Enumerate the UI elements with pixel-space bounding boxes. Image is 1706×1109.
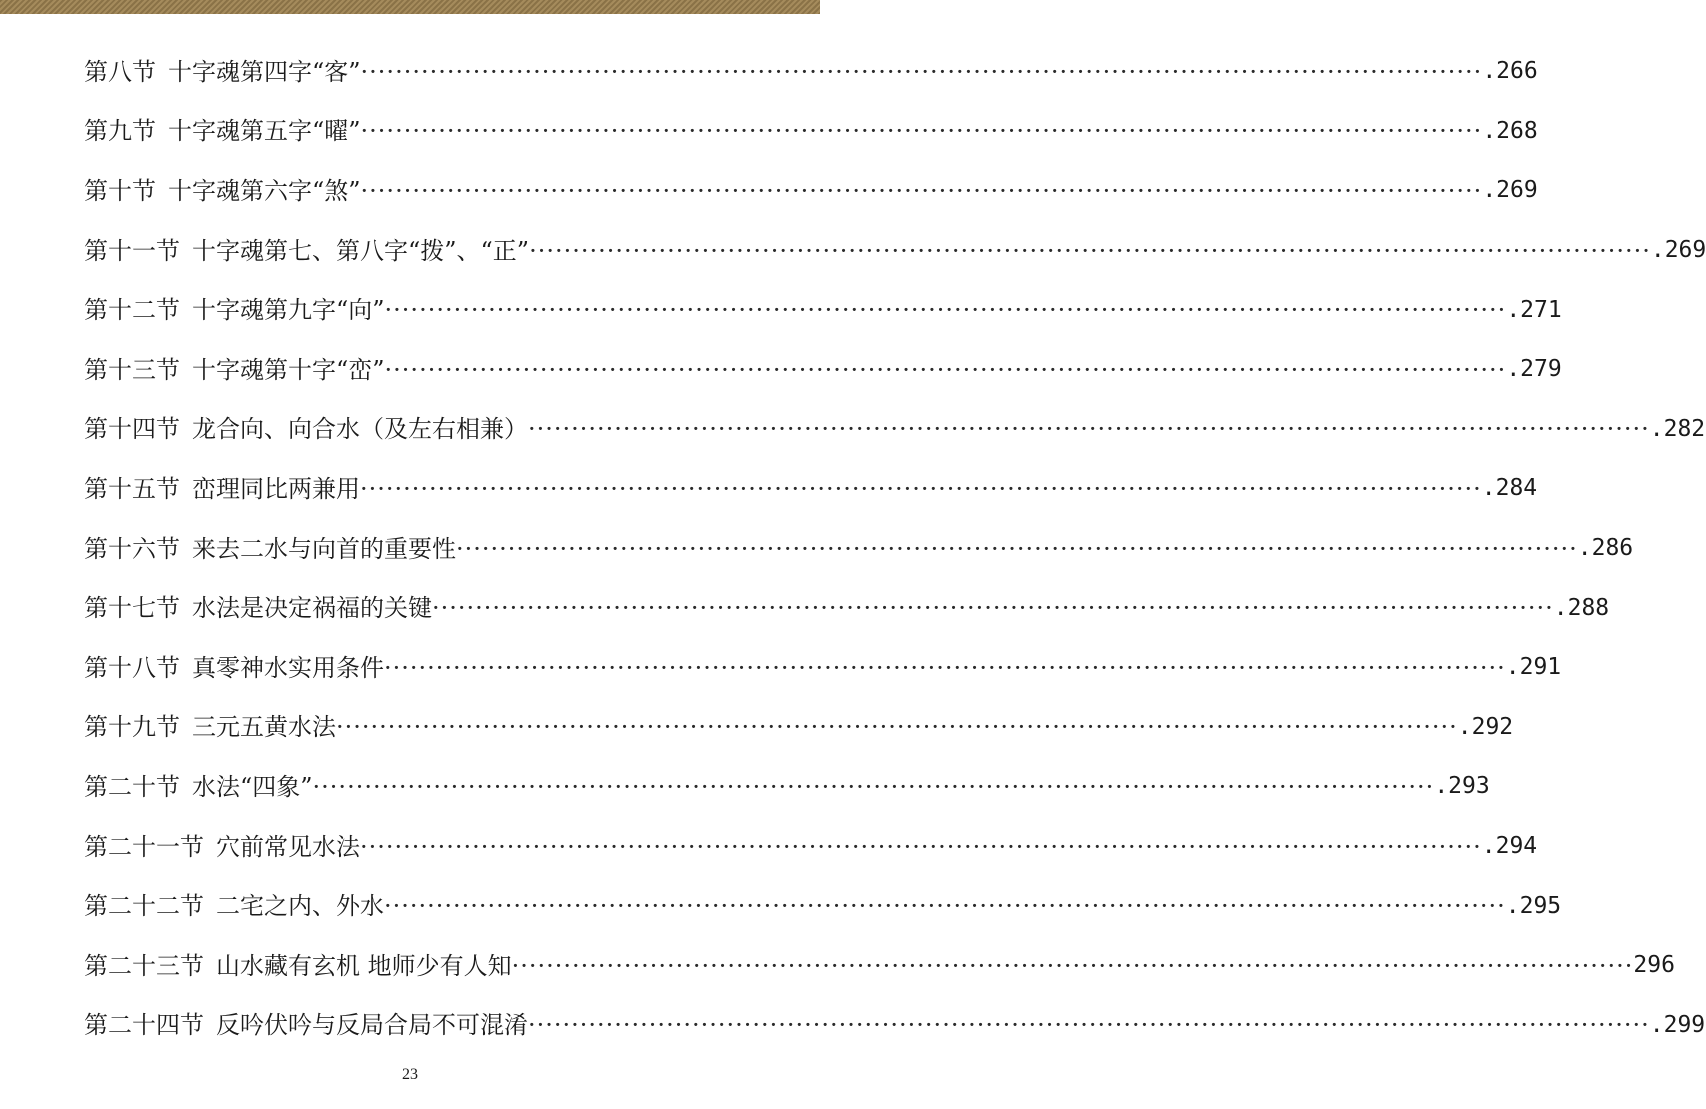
toc-section-number: 第十一节 (84, 236, 180, 265)
toc-page-number: .266 (1482, 58, 1538, 85)
toc-entry[interactable] (84, 996, 1706, 1056)
toc-section-title: 水法是决定祸福的关键 (192, 594, 432, 623)
toc-dot-leader (512, 954, 1634, 978)
toc-page-number: .288 (1553, 594, 1610, 621)
toc-entry[interactable] (84, 459, 1538, 519)
toc-section-number: 第十五节 (84, 474, 180, 503)
toc-section-title: 峦理同比两兼用 (192, 474, 360, 503)
toc-section-title: 山水藏有玄机 地师少有人知 (216, 951, 512, 980)
toc-section-title: 龙合向、向合水（及左右相兼） (192, 415, 528, 444)
toc-dot-leader (384, 894, 1506, 918)
toc-entry[interactable] (84, 340, 1562, 400)
toc-entry[interactable] (84, 936, 1675, 996)
toc-page-number: .271 (1506, 296, 1562, 323)
toc-section-title: 十字魂第九字“向” (192, 296, 385, 325)
toc-section-title: 十字魂第七、第八字“拨”、“正” (192, 236, 530, 265)
toc-section-number: 第十九节 (84, 713, 180, 742)
toc-dot-leader (361, 60, 1483, 84)
toc-entry[interactable] (84, 161, 1538, 221)
toc-dot-leader (384, 656, 1506, 680)
toc-section-number: 第二十四节 (84, 1011, 204, 1040)
toc-section-title: 十字魂第四字“客” (168, 57, 361, 86)
toc-page-number: .299 (1649, 1011, 1706, 1038)
toc-section-title: 穴前常见水法 (216, 832, 360, 861)
toc-page-number: .294 (1481, 833, 1538, 860)
toc-page-number: .293 (1434, 773, 1490, 800)
toc-page-number: .291 (1505, 654, 1562, 681)
toc-dot-leader (432, 596, 1554, 620)
toc-dot-leader (361, 179, 1483, 203)
toc-entry[interactable] (84, 817, 1538, 877)
toc-section-title: 真零神水实用条件 (192, 653, 384, 682)
toc-page-number: .279 (1506, 356, 1562, 383)
toc-entry[interactable] (84, 757, 1490, 817)
toc-entry[interactable] (84, 519, 1634, 579)
toc-dot-leader (529, 239, 1651, 263)
toc-dot-leader (336, 715, 1458, 739)
toc-section-title: 反吟伏吟与反局合局不可混淆 (216, 1011, 528, 1040)
toc-section-number: 第八节 (84, 57, 156, 86)
toc-section-title: 水法“四象” (192, 772, 313, 801)
toc-section-number: 第十二节 (84, 296, 180, 325)
toc-page-number: 296 (1633, 952, 1675, 979)
toc-dot-leader (528, 417, 1650, 441)
toc-entry[interactable] (84, 102, 1538, 162)
toc-entry[interactable] (84, 638, 1562, 698)
top-decorative-band (0, 0, 820, 14)
toc-page-number: .282 (1649, 415, 1706, 442)
toc-section-title: 十字魂第十字“峦” (192, 355, 385, 384)
toc-section-number: 第十节 (84, 176, 156, 205)
toc-section-number: 第二十节 (84, 772, 180, 801)
toc-dot-leader (456, 537, 1578, 561)
page-number: 23 (402, 1066, 418, 1083)
toc-dot-leader (385, 358, 1507, 382)
toc-dot-leader (385, 298, 1507, 322)
toc-page-number: .295 (1505, 892, 1562, 919)
toc-entry[interactable] (84, 698, 1514, 758)
toc-page-number: .292 (1457, 713, 1514, 740)
toc-dot-leader (313, 775, 1435, 799)
toc-entry[interactable] (84, 400, 1706, 460)
toc-section-number: 第十四节 (84, 415, 180, 444)
toc-section-title: 二宅之内、外水 (216, 892, 384, 921)
toc-dot-leader (360, 477, 1482, 501)
toc-section-number: 第十三节 (84, 355, 180, 384)
toc-section-title: 三元五黄水法 (192, 713, 336, 742)
toc-section-number: 第十七节 (84, 594, 180, 623)
toc-section-title: 十字魂第五字“曜” (168, 117, 361, 146)
toc-section-title: 来去二水与向首的重要性 (192, 534, 456, 563)
toc-entry[interactable] (84, 42, 1538, 102)
toc-dot-leader (528, 1013, 1650, 1037)
toc-section-number: 第十八节 (84, 653, 180, 682)
toc-section-number: 第二十二节 (84, 892, 204, 921)
toc-page-number: .268 (1482, 117, 1538, 144)
toc-entry[interactable] (84, 221, 1706, 281)
toc-page-number: .286 (1577, 535, 1634, 562)
toc-entry[interactable] (84, 280, 1562, 340)
toc-entry[interactable] (84, 578, 1610, 638)
toc-section-title: 十字魂第六字“煞” (168, 176, 361, 205)
toc-page-number: .269 (1482, 177, 1538, 204)
toc-dot-leader (360, 835, 1482, 859)
toc-page-number: .269 (1650, 237, 1706, 264)
toc-section-number: 第二十一节 (84, 832, 204, 861)
toc-section-number: 第九节 (84, 117, 156, 146)
toc-dot-leader (361, 119, 1483, 143)
toc-section-number: 第十六节 (84, 534, 180, 563)
toc-page-number: .284 (1481, 475, 1538, 502)
toc-entry[interactable] (84, 876, 1562, 936)
table-of-contents (84, 42, 1706, 1055)
toc-section-number: 第二十三节 (84, 951, 204, 980)
